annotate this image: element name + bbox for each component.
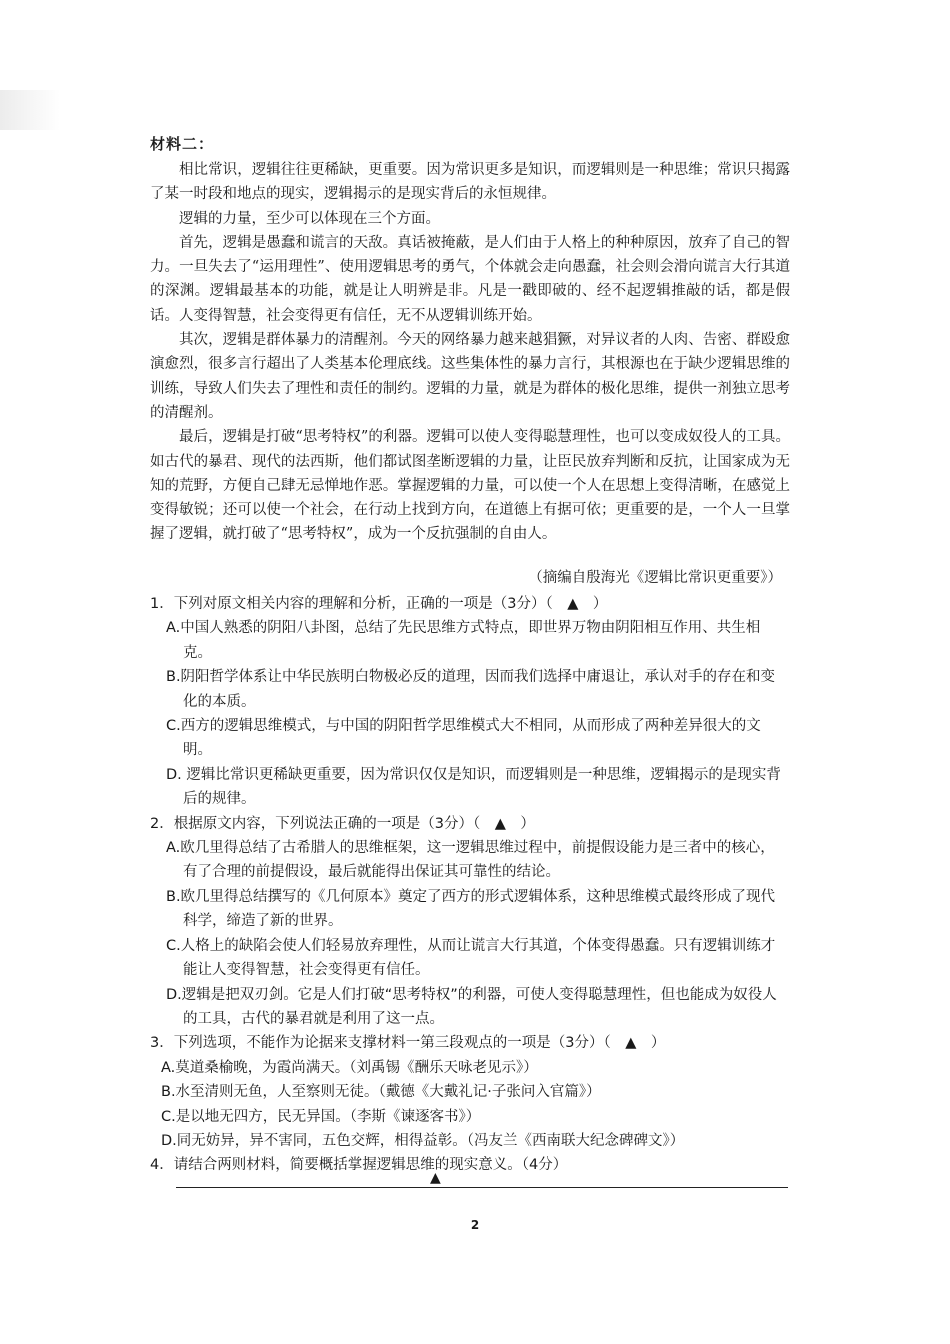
question-stem: 1．下列对原文相关内容的理解和分析，正确的一项是（3分）（ ▲ ）: [150, 596, 608, 612]
option-c: C.人格上的缺陷会使人们轻易放弃理性，从而让谎言大行其道，个体变得愚蠢。只有逻辑训练才能让人变得智慧，社会变得更有信任。: [166, 937, 776, 979]
option-b: B.欧几里得总结撰写的《几何原本》奠定了西方的形式逻辑体系，这种思维模式最终形成了现代科学，缔造了新的世界。: [166, 888, 776, 930]
option-d: D.同无妨异，异不害同，五色交辉，相得益彰。（冯友兰《西南联大纪念碑碑文》）: [161, 1132, 685, 1149]
article-paragraph: 首先，逻辑是愚蠢和谎言的天敌。真话被掩蔽，是人们由于人格上的种种原因，放弃了自己的智力。一旦失去了“运用理性”、使用逻辑思考的勇气，个体就会走向愚蠢，社会则会滑向谎言大行其道的深渊。逻辑最基本的功能，就是让人明辨是非。凡是一戳即破的、经不起逻辑推敲的话，都是假话。人变得智慧，社会变得更有信任，无不从逻辑训练开始。: [150, 234, 790, 324]
option-a: A.欧几里得总结了古希腊人的思维框架，这一逻辑思维过程中，前提假设能力是三者中的核心，有了合理的前提假设，最后就能得出保证其可靠性的结论。: [166, 840, 775, 881]
question-4: [150, 1153, 792, 1177]
article-paragraph: 其次，逻辑是群体暴力的清醒剂。今天的网络暴力越来越猖獗，对异议者的人肉、告密、群殴愈演愈烈，很多言行超出了人类基本伦理底线。这些集体性的暴力言行，其根源也在于缺少逻辑思维的训练，导致人们失去了理性和责任的制约。逻辑的力量，就是为群体的极化思维，提供一剂独立思考的清醒剂。: [150, 332, 790, 421]
option-c: C.是以地无四方，民无异国。（李斯《谏逐客书》）: [161, 1108, 481, 1125]
section-title: 材料二：: [150, 135, 215, 153]
question-stem: 4．请结合两则材料，简要概括掌握逻辑思维的现实意义。（4分）: [150, 1157, 568, 1174]
question-stem: 3．下列选项，不能作为论据来支撑材料一第三段观点的一项是（3分）（ ▲ ）: [150, 1035, 666, 1052]
question-1: [150, 592, 792, 812]
article-body: [150, 158, 790, 547]
article-paragraph: 最后，逻辑是打破“思考特权”的利器。逻辑可以使人变得聪慧理性，也可以变成奴役人的工具。如古代的暴君、现代的法西斯，他们都试图垄断逻辑的力量，让臣民放弃判断和反抗，让国家成为无知的荒野，方便自己肆无忌惮地作恶。掌握逻辑的力量，可以使一个人在思想上变得清晰，在感觉上变得敏锐；还可以使一个社会，在行动上找到方向，在道德上有据可依；更重要的是，一个人一旦掌握了逻辑，就打破了“思考特权”，成为一个反抗强制的自由人。: [150, 429, 790, 543]
option-b: B.阴阳哲学体系让中华民族明白物极必反的道理，因而我们选择中庸退让，承认对手的存在和变化的本质。: [166, 669, 776, 710]
scan-artifact: [0, 90, 60, 130]
option-a: A.中国人熟悉的阴阳八卦图，总结了先民思维方式特点，即世界万物由阴阳相互作用、共生相克。: [166, 620, 761, 661]
option-d: D.逻辑是把双刃剑。它是人们打破“思考特权”的利器，可使人变得聪慧理性，但也能成为奴役人的工具，古代的暴君就是利用了这一点。: [166, 986, 777, 1027]
answer-triangle-mark: ▲: [430, 1170, 441, 1186]
option-c: C.西方的逻辑思维模式，与中国的阴阳哲学思维模式大不相同，从而形成了两种差异很大的文明。: [166, 718, 761, 759]
option-b: B.水至清则无鱼，人至察则无徒。（戴德《大戴礼记·子张问入官篇》）: [161, 1084, 601, 1101]
article-paragraph: 逻辑的力量，至少可以体现在三个方面。: [179, 210, 440, 227]
question-list: [150, 592, 792, 1178]
question-3: [150, 1031, 792, 1153]
question-2: [150, 812, 792, 1032]
article-source: （摘编自殷海光《逻辑比常识更重要》）: [528, 570, 782, 586]
answer-line[interactable]: [176, 1187, 788, 1188]
option-d: D. 逻辑比常识更稀缺更重要，因为常识仅仅是知识，而逻辑则是一种思维，逻辑揭示的是现实背后的规律。: [166, 766, 781, 808]
option-a: A.莫道桑榆晚，为霞尚满天。（刘禹锡《酬乐天咏老见示》）: [161, 1059, 538, 1076]
article-paragraph: 相比常识，逻辑往往更稀缺，更重要。因为常识更多是知识，而逻辑则是一种思维；常识只揭露了某一时段和地点的现实，逻辑揭示的是现实背后的永恒规律。: [150, 162, 790, 203]
question-stem: 2．根据原文内容，下列说法正确的一项是（3分）（ ▲ ）: [150, 815, 535, 832]
page-number: 2: [470, 1218, 480, 1232]
